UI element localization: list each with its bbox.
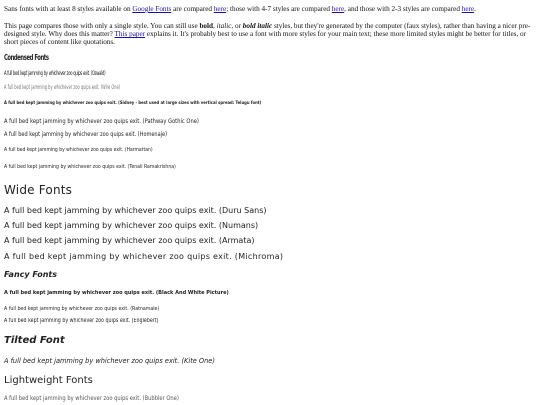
font-sample-oswald: A full bed kept jamming by whichever zoo quips exit. (Oswald) — [4, 70, 106, 77]
intro-text: This page compares those with only a single style. You can still use — [4, 22, 200, 30]
section-heading-tilted: Tilted Font — [4, 335, 65, 346]
intro-text: styles, but they're generated by the computer (faux styles), rather than having a nicer pre-designed style. Why does this matter? — [4, 22, 531, 39]
font-sample-armata: A full bed kept jamming by whichever zoo quips exit. (Armata) — [4, 236, 255, 245]
intro-text: , — [213, 22, 217, 30]
font-sample-michroma: A full bed kept jamming by whichever zoo quips exit. (Michroma) — [4, 252, 284, 261]
font-sample-pathway-gothic-one: A full bed kept jamming by whichever zoo quips exit. (Pathway Gothic One) — [4, 118, 199, 125]
paper-link[interactable]: This paper — [114, 30, 146, 39]
font-sample-englebert: A full bed kept jamming by whichever zoo quips exit. (Englebert) — [4, 318, 159, 324]
font-sample-ratnamale: A full bed kept jamming by whichever zoo quips exit. (Ratnamale) — [4, 306, 160, 312]
section-heading-wide: Wide Fonts — [4, 183, 73, 197]
compare-4-7-styles-link[interactable]: here — [331, 5, 345, 13]
font-sample-sidney: A full bed kept jamming by whichever zoo quips exit. (Sidney - best used at large sizes with vertical spread: Telugu font) — [4, 101, 262, 106]
intro-paragraph-1 — [4, 5, 536, 13]
font-sample-duru-sans: A full bed kept jamming by whichever zoo quips exit. (Duru Sans) — [4, 206, 267, 215]
intro-text: explains it. It's probably best to use a font with more styles for your main text; these more limited styles might be better for titles, or short pieces of content like quotations. — [4, 30, 527, 47]
section-heading-fancy: Fancy Fonts — [4, 270, 58, 279]
font-sample-harmattan: A full bed kept jamming by whichever zoo quips exit. (Harmattan) — [4, 147, 153, 153]
intro-paragraph-2 — [4, 22, 536, 47]
section-heading-lightweight: Lightweight Fonts — [4, 375, 93, 386]
intro-text: ; those with 4-7 styles are compared — [226, 5, 332, 13]
font-sample-tenali-ramakrishna: A full bed kept jamming by whichever zoo quips exit. (Tenali Ramakrishna) — [4, 164, 176, 170]
font-sample-kite-one: A full bed kept jamming by whichever zoo quips exit. (Kite One) — [4, 357, 215, 365]
intro-text: , or — [231, 22, 243, 30]
intro-text: are compared — [171, 5, 214, 13]
font-sample-black-and-white-picture: A full bed kept jamming by whichever zoo quips exit. (Black And White Picture) — [4, 290, 229, 296]
bold-example: bold — [199, 22, 214, 30]
intro-text: , and those with 2-3 styles are compared — [344, 5, 462, 13]
font-sample-wire-one: A full bed kept jamming by whichever zoo quips exit. (Wire One) — [4, 84, 121, 91]
compare-8-styles-link[interactable]: here — [213, 5, 227, 13]
italic-example: italic — [216, 22, 232, 30]
intro-text: . — [474, 5, 476, 13]
font-sample-bubbler-one: A full bed kept jamming by whichever zoo quips exit. (Bubbler One) — [4, 395, 179, 402]
intro-text: Sans fonts with at least 8 styles available on — [4, 5, 133, 13]
bold-italic-example: bold italic — [242, 22, 273, 30]
font-sample-numans: A full bed kept jamming by whichever zoo quips exit. (Numans) — [4, 221, 259, 230]
font-sample-homenaje: A full bed kept jamming by whichever zoo quips exit. (Homenaje) — [4, 131, 168, 138]
section-heading-condensed: Condensed Fonts — [4, 53, 49, 62]
compare-2-3-styles-link[interactable]: here — [461, 5, 475, 13]
google-fonts-link[interactable]: Google Fonts — [132, 5, 172, 13]
